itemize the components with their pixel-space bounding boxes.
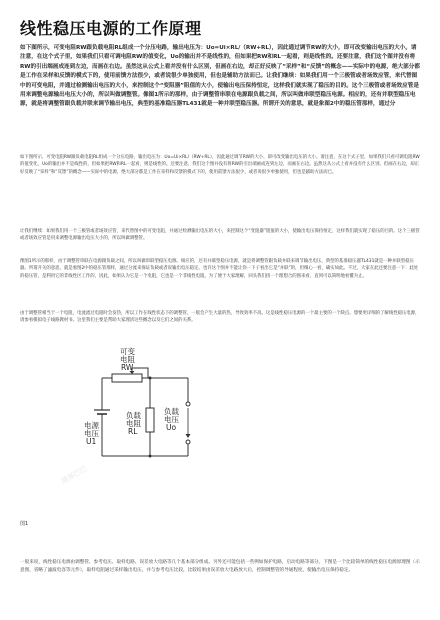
- paragraph-intro-summary: 如下图所示，可变电阻RW跟负载电阻RL组成一个分压电路，输出电压为：Uo=Ui×RL/（RW+RL），因此通过调节RW的大小，即可改变输出电压的大小。请注意，在这个式子里，如果我们只看可调电阻RW的值变化，Uo的输出并不是线性的，但如果把RW和RL一起看，则是线性的。还要注意，我们这个图并没有将RW的引出端画成连到左边，而画在右边。虽然这从公式上看并没有什么区别，但画在右边，却正好反映了“采样”和“反馈”的概念——实际中的电源，绝大部分都是工作在采样和反馈的模式下的，使用前馈方法很少，或者说很少单独使用，但也是辅助方法而已。让我们继续：如果我们用一个三极管或者场效应管，来代替图中的可变电阻，并通过检测输出电压的大小，来控制这个“变阻器”阻值的大小，使输出电压保持恒定，这样我们就实现了稳压的目的。这个三极管或者场效应管是用来调整电源输出电压大小的，所以叫做调整管。像图1所示的那样，由于调整管串联在电源跟负载之间，所以叫做串联型稳压电源。相应的，还有并联型稳压电源，就是将调整管跟负载并联来调节输出电压，典型的基准稳压器TL431就是一种并联型稳压器。所谓开关的意思，就是象图2中的稳压管那样，通过分: [20, 45, 420, 108]
- output-terminal-top: [186, 402, 190, 406]
- circuit-diagram: [84, 346, 214, 468]
- figure-label: 图1: [20, 521, 29, 527]
- load2-label-line2: 电压: [164, 415, 179, 424]
- paragraph-series-parallel: 像图1所示的那样，由于调整管串联在电源跟负载之间，所以叫做串联型稳压电源。相应的，还有并联型稳压电源，就是将调整管跟负载并联来调节输出电压，典型的基准稳压器TL431就是一种并联型稳压器。所谓开关的意思，就是象图2中的稳压管那样，通过分流来保证负载或者说输出电压稳定。也许这个图并不能让你一下子看出它是“并联”的，但细心一看，确实如此。不过，大家在此还要注意一下：此处的稳压管，是利用它的非线性区工作的，因此，如果认为它是一个电阻，它也是一个非线性电阻。为了便于大家理解，回头我们找一个理想合的图来看，直到可以简明地看懂为止。: [20, 259, 419, 279]
- load2-label-line1: 负载: [164, 407, 179, 416]
- paragraph-voltage-divider: 如下图所示，可变电阻RW跟负载电阻RL组成一个分压电路，输出电压为：Uo=Ui×RL/（RW+RL），因此通过调节RW的大小，即可改变输出电压的大小。请注意，在这个式子里，如果我们只看可调电阻RW的值变化，Uo的输出并不是线性的，但如果把RW和RL一起看，则是线性的。还要注意，我们这个图并没有将RW的引出端画成连到左边，而画在右边。虽然这从公式上看并没有什么区别，但画在右边，却正好反映了“采样”和“反馈”的概念——实际中的电源，绝大部分都是工作在采样和反馈的模式下的，使用前馈方法很少，或者说很少单独使用，但也是辅助方法而已。: [20, 155, 420, 175]
- load1-label-line3: RL: [128, 427, 138, 436]
- load1-label-line2: 电阻: [126, 419, 141, 428]
- rw-label-line2: 电阻: [120, 355, 135, 364]
- output-terminal-bottom: [186, 440, 190, 444]
- load1-label-line1: 负载: [126, 411, 141, 420]
- watermark: 道客巴巴: [59, 464, 89, 486]
- rw-label-line3: RW: [121, 363, 134, 372]
- paragraph-efficiency: 由于调整管相当于一个电阻，电流流过电阻时会发热，所以工作在线性状态下的调整管，一般会产生大量的热，导致效率不高。这是线性稳压电源的一个最主要的一个缺点。想要更详细的了解线性稳压电源，请参看模拟电子线路教材书。这里我们主要是帮助大家理清这些概念以及它们之间的关系。: [20, 311, 420, 324]
- source-label-line2: 电压: [84, 429, 99, 438]
- load2-label-line3: Uo: [166, 423, 177, 432]
- paragraph-linear-components: 一般来说，线性稳压电源由调整管、参考电压、取样电路、误差放大电路等几个基本部分组成。另外还可能包括一些例如保护电路，启动电路等部分。下图是一个比较简单的线性稳压电源原理图（示意图，省略了滤波电容等元件），取样电阻通过采样输出电压，并与参考电压比较，比较结果由误差放大电路放大后，控制调整管的导通程度，使输出电压保持稳定。: [20, 560, 420, 573]
- page-title: 线性稳压电源的工作原理: [20, 19, 202, 38]
- rw-label-line1: 可变: [120, 347, 135, 356]
- paragraph-adjusting-tube: 让我们继续：如果我们用一个三极管或者场效应管，来代替图中的可变电阻，并通过检测输出电压的大小，来控制这个“变阻器”阻值的大小，使输出电压保持恒定，这样我们就实现了稳压的目的。这个三极管或者场效应管是用来调整电源输出电压大小的，所以叫做调整管。: [20, 229, 420, 242]
- source-label-line1: 电源: [84, 421, 99, 430]
- variable-resistor-rw: [112, 374, 142, 382]
- load-resistor-rl: [146, 408, 154, 432]
- source-label-line3: U1: [86, 437, 97, 446]
